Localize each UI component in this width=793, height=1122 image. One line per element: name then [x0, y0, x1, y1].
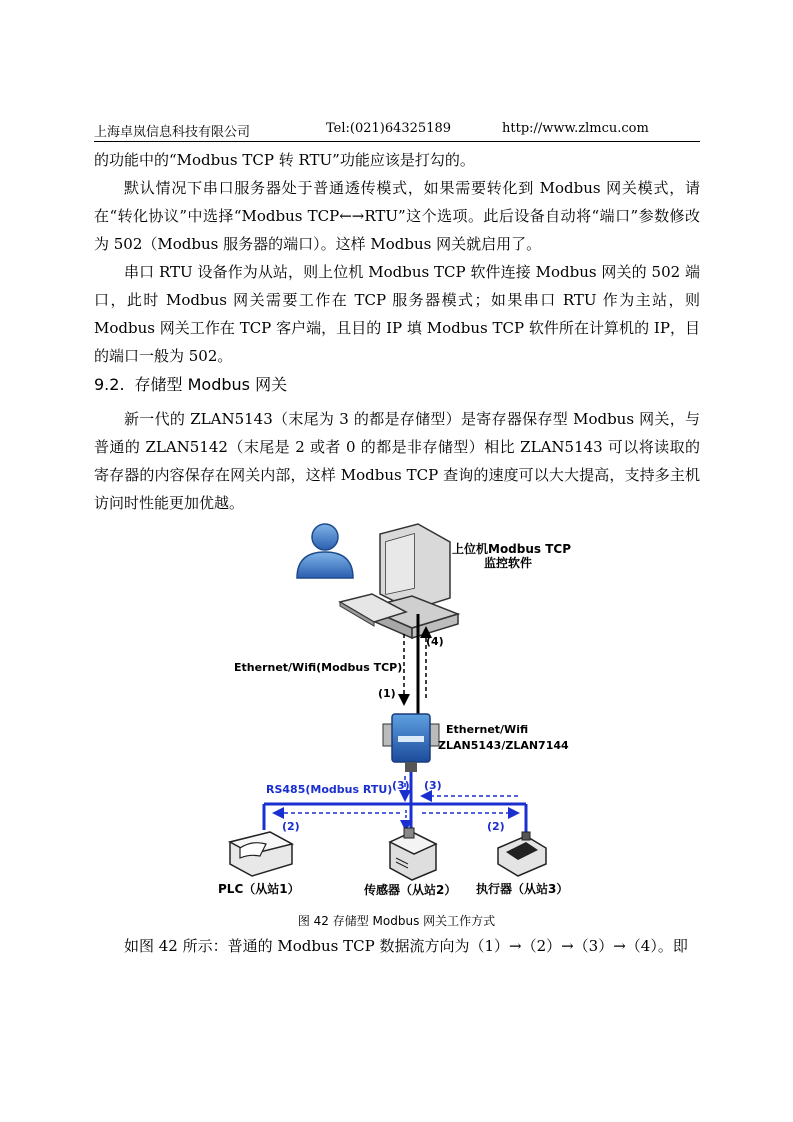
step2b-label: (2) — [487, 820, 505, 833]
rs485-label: RS485(Modbus RTU) — [266, 783, 393, 796]
sensor-label: 传感器（从站2） — [364, 883, 457, 897]
computer-icon — [340, 524, 458, 638]
step1-label: (1) — [378, 687, 396, 700]
figure-caption: 图 42 存储型 Modbus 网关工作方式 — [297, 914, 496, 928]
pc-label-line2: 监控软件 — [484, 556, 533, 570]
step2a-label: (2) — [282, 820, 300, 833]
header-divider — [94, 141, 700, 142]
plc-label: PLC（从站1） — [218, 882, 300, 896]
page-header — [94, 121, 700, 141]
gateway-diagram — [200, 514, 600, 904]
header-company: 上海卓岚信息科技有限公司 — [94, 125, 251, 140]
paragraph-1: 的功能中的“Modbus TCP 转 RTU”功能应该是打勾的。 — [94, 151, 475, 169]
gateway-device-icon — [383, 714, 439, 772]
step3a-label: (3) — [392, 779, 410, 792]
ethernet-label: Ethernet/Wifi(Modbus TCP) — [234, 661, 403, 674]
gateway-label-line1: Ethernet/Wifi — [446, 723, 529, 736]
plc-device-icon — [230, 832, 292, 876]
section-heading — [94, 372, 287, 395]
actuator-device-icon — [498, 832, 546, 876]
step4-label: (4) — [426, 635, 444, 648]
sensor-device-icon — [390, 828, 436, 880]
section-title: 存储型 Modbus 网关 — [134, 375, 288, 394]
paragraph-3: 串口 RTU 设备作为从站，则上位机 Modbus TCP 软件连接 Modbus 网关的 502 端口，此时 Modbus 网关需要工作在 TCP 服务器模式；如果串口 RTU 作为主站，则 Modbus 网关工作在 TCP 客户端，且目的 IP 填 Modbus TCP 软件所在计算机的 IP，目的端口一般为 502。 — [94, 263, 700, 365]
header-tel: Tel:(021)64325189 — [326, 121, 452, 136]
paragraph-2: 默认情况下串口服务器处于普通透传模式，如果需要转化到 Modbus 网关模式，请在“转化协议”中选择“Modbus TCP←→RTU”这个选项。此后设备自动将“端口”参数修改为 502（Modbus 服务器的端口）。这样 Modbus 网关就启用了。 — [94, 179, 700, 253]
gateway-label-line2: ZLAN5143/ZLAN7144 — [438, 739, 569, 752]
pc-label-line1: 上位机Modbus TCP — [452, 542, 572, 556]
header-url: http://www.zlmcu.com — [502, 121, 649, 136]
section-number: 9.2. — [94, 375, 125, 394]
actuator-label: 执行器（从站3） — [476, 882, 569, 896]
final-paragraph: 如图 42 所示：普通的 Modbus TCP 数据流方向为（1）→（2）→（3）→（4）。即 — [124, 937, 688, 955]
user-icon — [297, 524, 353, 578]
step3b-label: (3) — [424, 779, 442, 792]
section-paragraph: 新一代的 ZLAN5143（末尾为 3 的都是存储型）是寄存器保存型 Modbus 网关，与普通的 ZLAN5142（末尾是 2 或者 0 的都是非存储型）相比 ZLAN5143 可以将读取的寄存器的内容保存在网关内部，这样 Modbus TCP 查询的速度可以大大提高，支持多主机访问时性能更加优越。 — [94, 410, 700, 512]
